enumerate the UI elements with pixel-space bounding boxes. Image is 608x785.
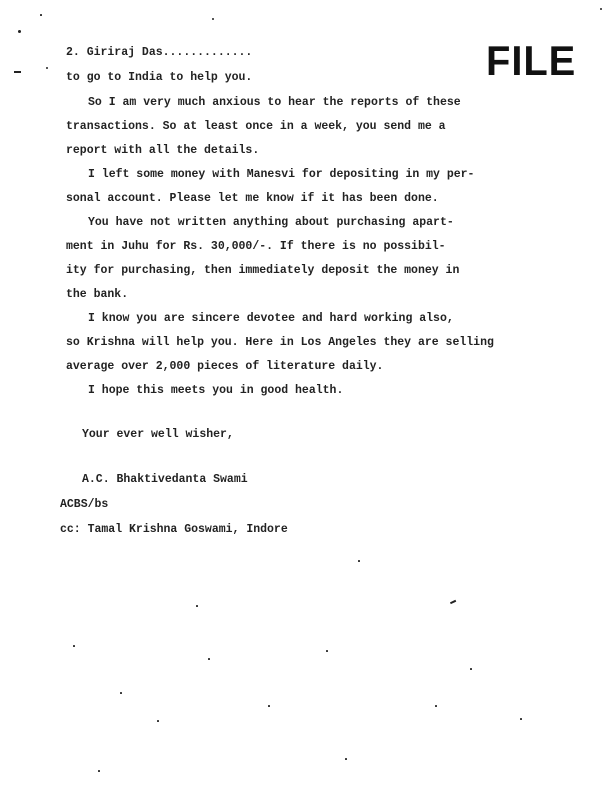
closing: Your ever well wisher, [82,428,234,441]
scan-speck [98,770,100,772]
initials: ACBS/bs [60,498,109,511]
scan-mark [450,600,456,604]
scan-speck [157,720,159,722]
file-stamp: FILE [486,37,577,84]
body-line: report with all the details. [66,144,260,157]
scan-speck [470,668,472,670]
body-line: I left some money with Manesvi for depositing in my per- [88,168,475,181]
body-line: I hope this meets you in good health. [88,384,344,397]
scan-speck [358,560,360,562]
body-line: the bank. [66,288,129,301]
body-line: You have not written anything about purchasing apart- [88,216,454,229]
scan-speck [212,18,214,20]
body-line: sonal account. Please let me know if it has been done. [66,192,439,205]
scan-speck [40,14,42,16]
scan-speck [268,705,270,707]
scan-speck [520,718,522,720]
cc-line: cc: Tamal Krishna Goswami, Indore [60,523,288,536]
body-line: to go to India to help you. [66,71,253,84]
scan-mark [14,71,21,73]
scan-speck [120,692,122,694]
body-line: ment in Juhu for Rs. 30,000/-. If there is no possibil- [66,240,446,253]
body-line: average over 2,000 pieces of literature daily. [66,360,384,373]
scan-speck [600,8,602,10]
scan-speck [46,67,48,69]
scan-speck [18,30,21,33]
body-line: I know you are sincere devotee and hard working also, [88,312,454,325]
scan-speck [435,705,437,707]
body-line: So I am very much anxious to hear the reports of these [88,96,461,109]
scan-speck [196,605,198,607]
scan-speck [345,758,347,760]
scan-speck [208,658,210,660]
body-line: so Krishna will help you. Here in Los Angeles they are selling [66,336,494,349]
signature: A.C. Bhaktivedanta Swami [82,473,248,486]
letter-heading: 2. Giriraj Das............. [66,46,253,59]
body-line: ity for purchasing, then immediately deposit the money in [66,264,460,277]
scan-speck [326,650,328,652]
scan-speck [73,645,75,647]
body-line: transactions. So at least once in a week, you send me a [66,120,446,133]
